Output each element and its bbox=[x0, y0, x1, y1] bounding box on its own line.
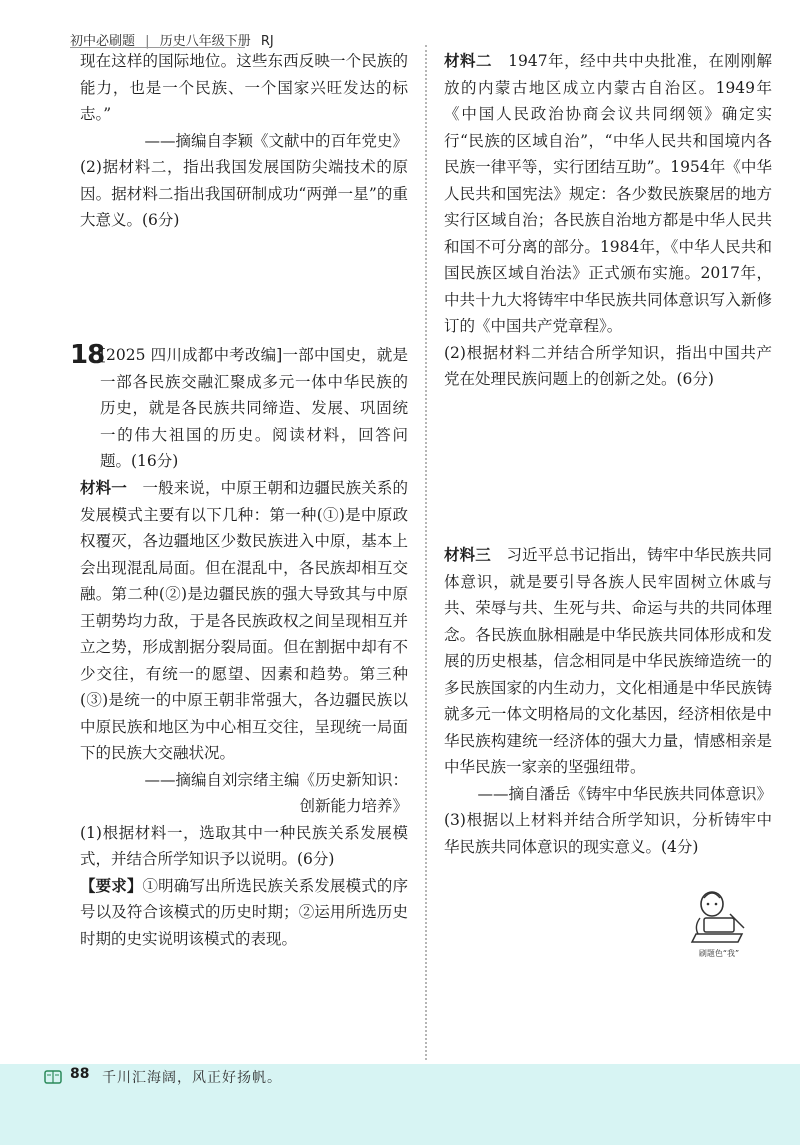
material-1-text: 一般来说，中原王朝和边疆民族关系的发展模式主要有以下几种：第一种(①)是中原政权覆灭，各边疆地区少数民族进入中原，基本上会出现混乱局面。但在混乱中，各民族却相互交融。第二种(②)是边疆民族的强大导致其与中原王朝势均力敌，于是各民族政权之间呈现相互并立之势，形成割据分裂局面。但在割据中却有不少交往，有统一的愿望、因素和趋势。第三种(③)是统一的中原王朝非常强大，各边疆民族以中原民族和地区为中心相互交往，呈现统一局面下的民族大交融状况。 bbox=[80, 479, 408, 762]
material-2-label: 材料二 bbox=[444, 52, 493, 70]
requirement-label: 【要求】 bbox=[80, 876, 143, 895]
left-top-block bbox=[80, 48, 408, 234]
q18-material-1-block bbox=[80, 475, 408, 952]
requirement bbox=[80, 873, 408, 953]
material-3-block bbox=[444, 542, 772, 860]
material-1-source-1: ——摘编自刘宗绪主编《历史新知识： bbox=[144, 770, 408, 789]
material-2 bbox=[444, 48, 772, 340]
quote-source: ——摘编自李颖《文献中的百年党史》 bbox=[144, 131, 408, 150]
question-2-prev: (2)据材料二，指出我国发展国防尖端技术的原因。据材料二指出我国研制成功“两弹一星”的重大意义。(6分) bbox=[80, 158, 408, 229]
q18-intro-block bbox=[100, 342, 408, 475]
material-2-block bbox=[444, 48, 772, 393]
quote-continuation: 现在这样的国际地位。这些东西反映一个民族的能力，也是一个民族、一个国家兴旺发达的标志。” bbox=[80, 52, 408, 123]
q18-intro: [2025 四川成都中考改编]一部中国史，就是一部各民族交融汇聚成多元一体中华民族的历史，就是各民族共同缔造、发展、巩固统一的伟大祖国的历史。阅读材料，回答问题。(16分) bbox=[100, 346, 408, 470]
book-icon bbox=[44, 1070, 62, 1084]
column-divider bbox=[425, 45, 427, 1060]
question-1: (1)根据材料一，选取其中一种民族关系发展模式，并结合所学知识予以说明。(6分) bbox=[80, 823, 408, 868]
edition-label: RJ bbox=[260, 34, 274, 49]
material-1-source-2: 创新能力培养》 bbox=[299, 797, 408, 815]
material-2-text: 1947年，经中共中央批准，在刚刚解放的内蒙古地区成立内蒙古自治区。1949年《中国人民政治协商会议共同纲领》确定实行“民族的区域自治”，“中华人民共和国境内各民族一律平等，实行团结互助”。1954年《中华人民共和国宪法》规定：各少数民族聚居的地方实行区域自治；各民族自治地方都是中华人民共和国不可分离的部分。1984年，《中华人民共和国民族区域自治法》正式颁布实施。2017年，中共十九大将铸牢中华民族共同体意识写入新修订的《中国共产党章程》。 bbox=[444, 52, 772, 335]
material-3 bbox=[444, 542, 772, 781]
header-separator: | bbox=[145, 34, 150, 49]
footer-motto: 千川汇海阔，风正好扬帆。 bbox=[102, 1070, 282, 1086]
page-number: 88 bbox=[70, 1066, 90, 1082]
subject-name: 历史八年级下册 bbox=[159, 34, 251, 49]
question-number: 18 bbox=[70, 340, 105, 370]
question-3: (3)根据以上材料并结合所学知识，分析铸牢中华民族共同体意识的现实意义。(4分) bbox=[444, 811, 772, 856]
material-3-text: 习近平总书记指出，铸牢中华民族共同体意识，就是要引导各族人民牢固树立休戚与共、荣辱与共、生死与共、命运与共的共同体理念。各民族血脉相融是中华民族共同体形成和发展的历史根基，信念相同是中华民族缔造统一的多民族国家的内生动力，文化相通是中华民族铸就多元一体文明格局的文化基因，经济相依是中华民族构建统一经济体的强大力量，情感相亲是中华民族一家亲的坚强纽带。 bbox=[444, 546, 772, 776]
mascot-caption: 刷题色“我” bbox=[698, 949, 740, 958]
requirement-text: ①明确写出所选民族关系发展模式的序号以及符合该模式的历史时期；②运用所选历史时期的史实说明该模式的表现。 bbox=[80, 876, 408, 948]
material-1 bbox=[80, 475, 408, 767]
question-2: (2)根据材料二并结合所学知识，指出中国共产党在处理民族问题上的创新之处。(6分) bbox=[444, 343, 772, 388]
material-3-source: ——摘自潘岳《铸牢中华民族共同体意识》 bbox=[477, 784, 772, 803]
series-name: 初中必刷题 bbox=[70, 34, 136, 49]
material-3-label: 材料三 bbox=[444, 546, 491, 564]
material-1-label: 材料一 bbox=[80, 479, 127, 497]
mascot-illustration bbox=[682, 884, 752, 954]
